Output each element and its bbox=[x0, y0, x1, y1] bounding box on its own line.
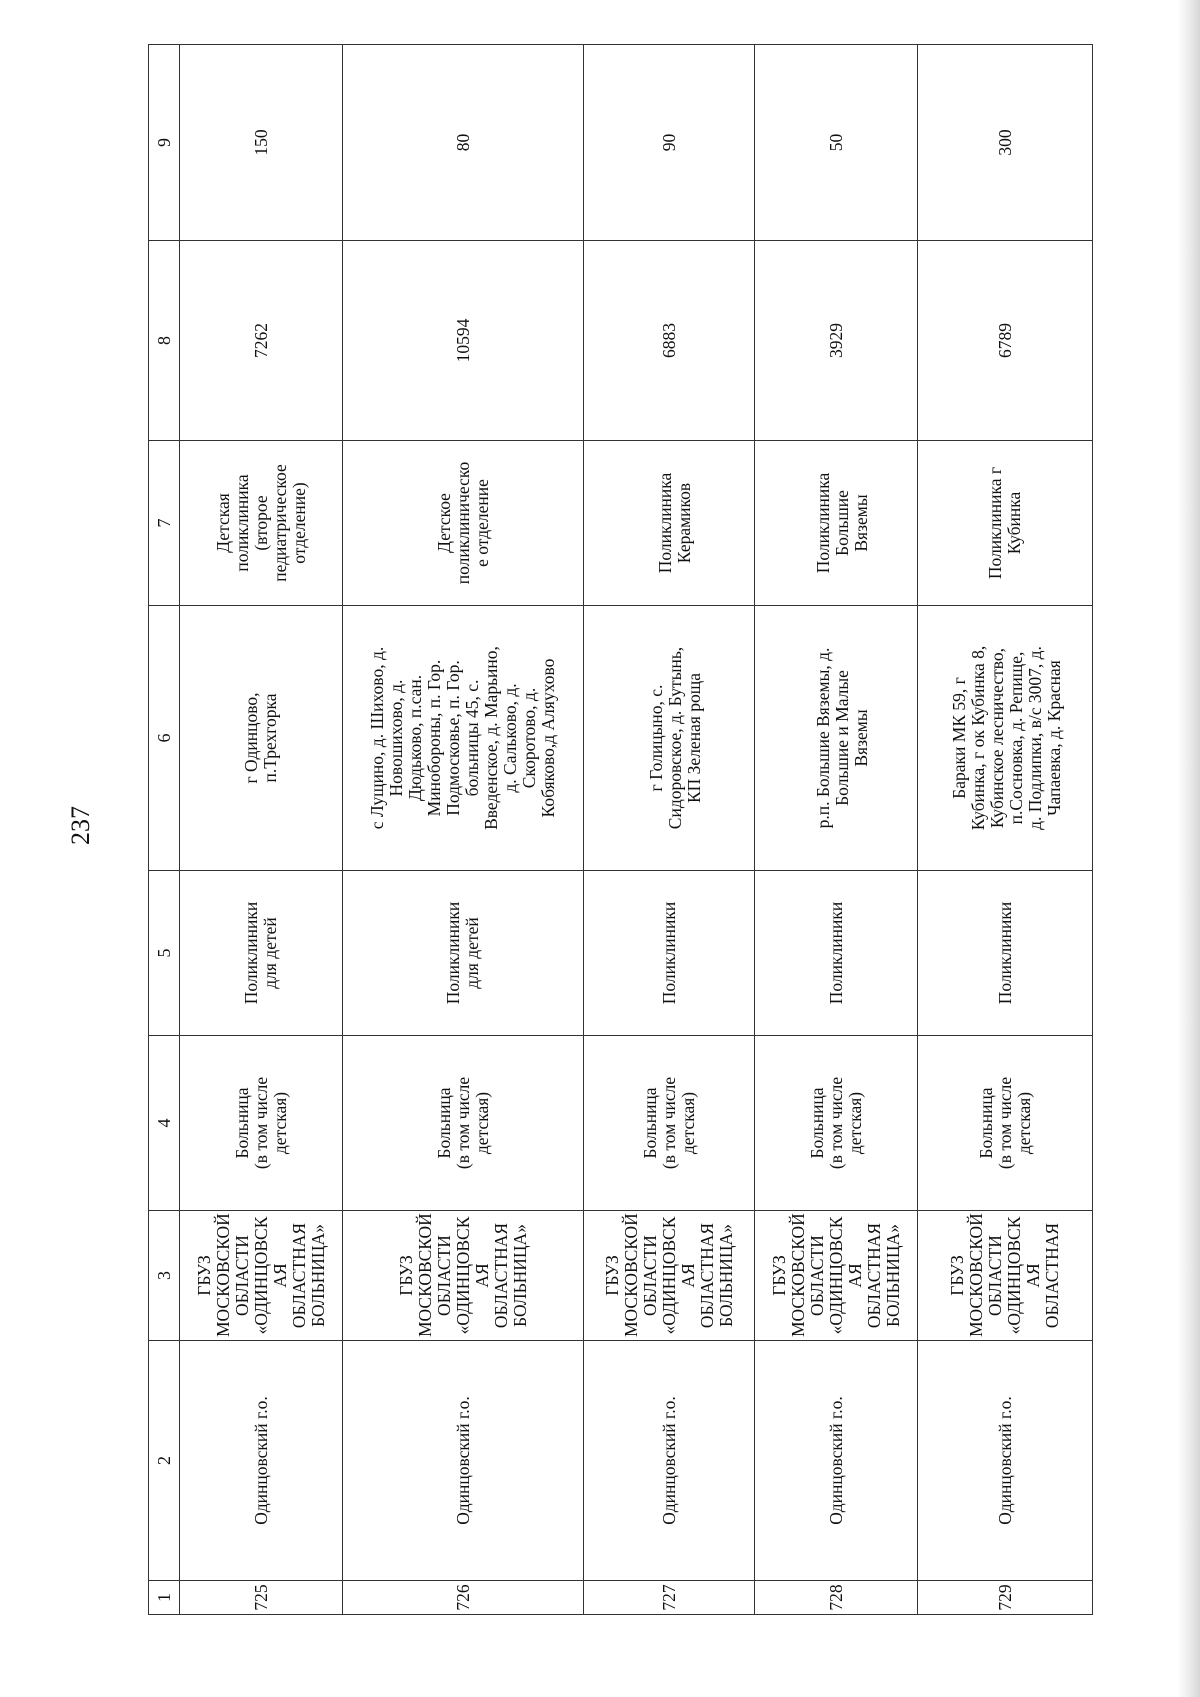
district-cell: Одинцовский г.о. bbox=[918, 1341, 1093, 1581]
subtype-cell: Поликлиники bbox=[918, 871, 1093, 1036]
row-number: 728 bbox=[755, 1581, 918, 1615]
column-header: 4 bbox=[149, 1036, 180, 1211]
organization-cell: ГБУЗ МОСКОВСКОЙ ОБЛАСТИ «ОДИНЦОВСК АЯ ОБЛАСТНАЯ БОЛЬНИЦА» bbox=[180, 1211, 343, 1341]
column-header: 1 bbox=[149, 1581, 180, 1615]
capacity-cell: 150 bbox=[180, 45, 343, 241]
type-cell: Больница (в том числе детская) bbox=[584, 1036, 755, 1211]
table-row bbox=[584, 45, 755, 1615]
type-cell: Больница (в том числе детская) bbox=[918, 1036, 1093, 1211]
type-cell: Больница (в том числе детская) bbox=[755, 1036, 918, 1211]
territory-cell: с Лущино, д. Шихово, д. Новошихово, д. Дюдьково, п.сан. Минобороны, п. Гор. Подмосковье, п. Гор. больницы 45, с. Введенское, д. Марьино, д. Сальково, д. Скоротово, д. Кобяково,д Аляухово bbox=[343, 606, 584, 871]
column-header: 8 bbox=[149, 241, 180, 441]
type-cell: Больница (в том числе детская) bbox=[180, 1036, 343, 1211]
column-header: 5 bbox=[149, 871, 180, 1036]
district-cell: Одинцовский г.о. bbox=[343, 1341, 584, 1581]
table-row bbox=[180, 45, 343, 1615]
capacity-cell: 300 bbox=[918, 45, 1093, 241]
column-header: 2 bbox=[149, 1341, 180, 1581]
type-cell: Больница (в том числе детская) bbox=[343, 1036, 584, 1211]
territory-cell: г Голицыно, с. Сидоровское, д. Бутынь, КП Зеленая роща bbox=[584, 606, 755, 871]
population-cell: 6789 bbox=[918, 241, 1093, 441]
subtype-cell: Поликлиники bbox=[584, 871, 755, 1036]
unit-cell: Поликлиника Большие Вяземы bbox=[755, 441, 918, 606]
population-cell: 6883 bbox=[584, 241, 755, 441]
district-cell: Одинцовский г.о. bbox=[180, 1341, 343, 1581]
header-row bbox=[149, 45, 180, 1615]
organization-cell: ГБУЗ МОСКОВСКОЙ ОБЛАСТИ «ОДИНЦОВСК АЯ ОБЛАСТНАЯ БОЛЬНИЦА» bbox=[584, 1211, 755, 1341]
column-header: 3 bbox=[149, 1211, 180, 1341]
capacity-cell: 50 bbox=[755, 45, 918, 241]
population-cell: 3929 bbox=[755, 241, 918, 441]
unit-cell: Детская поликлиника (второе педиатрическое отделение) bbox=[180, 441, 343, 606]
table-row bbox=[343, 45, 584, 1615]
capacity-cell: 80 bbox=[343, 45, 584, 241]
population-cell: 10594 bbox=[343, 241, 584, 441]
table-row bbox=[918, 45, 1093, 1615]
district-cell: Одинцовский г.о. bbox=[755, 1341, 918, 1581]
page-number: 237 bbox=[66, 806, 95, 845]
column-header: 9 bbox=[149, 45, 180, 241]
unit-cell: Поликлиника г Кубинка bbox=[918, 441, 1093, 606]
rotated-page bbox=[66, 45, 1200, 1615]
subtype-cell: Поликлиники bbox=[755, 871, 918, 1036]
organization-cell: ГБУЗ МОСКОВСКОЙ ОБЛАСТИ «ОДИНЦОВСК АЯ ОБЛАСТНАЯ bbox=[918, 1211, 1093, 1341]
row-number: 729 bbox=[918, 1581, 1093, 1615]
subtype-cell: Поликлиники для детей bbox=[343, 871, 584, 1036]
district-cell: Одинцовский г.о. bbox=[584, 1341, 755, 1581]
unit-cell: Детское поликлиническо е отделение bbox=[343, 441, 584, 606]
territory-cell: г Одинцово, п.Трехгорка bbox=[180, 606, 343, 871]
organization-cell: ГБУЗ МОСКОВСКОЙ ОБЛАСТИ «ОДИНЦОВСК АЯ ОБЛАСТНАЯ БОЛЬНИЦА» bbox=[343, 1211, 584, 1341]
table-row bbox=[755, 45, 918, 1615]
capacity-cell: 90 bbox=[584, 45, 755, 241]
row-number: 727 bbox=[584, 1581, 755, 1615]
subtype-cell: Поликлиники для детей bbox=[180, 871, 343, 1036]
territory-cell: Бараки МК 59, г Кубинка, г ок Кубинка 8, Кубинское лесничество, п.Сосновка, д. Репище, д. Подлипки, в/с 3007, д. Чапаевка, д. Красная bbox=[918, 606, 1093, 871]
organization-cell: ГБУЗ МОСКОВСКОЙ ОБЛАСТИ «ОДИНЦОВСК АЯ ОБЛАСТНАЯ БОЛЬНИЦА» bbox=[755, 1211, 918, 1341]
row-number: 726 bbox=[343, 1581, 584, 1615]
row-number: 725 bbox=[180, 1581, 343, 1615]
column-header: 6 bbox=[149, 606, 180, 871]
hospital-table bbox=[148, 44, 1093, 1615]
unit-cell: Поликлиника Керамиков bbox=[584, 441, 755, 606]
column-header: 7 bbox=[149, 441, 180, 606]
population-cell: 7262 bbox=[180, 241, 343, 441]
territory-cell: р.п. Большие Вяземы, д. Большие и Малые Вяземы bbox=[755, 606, 918, 871]
